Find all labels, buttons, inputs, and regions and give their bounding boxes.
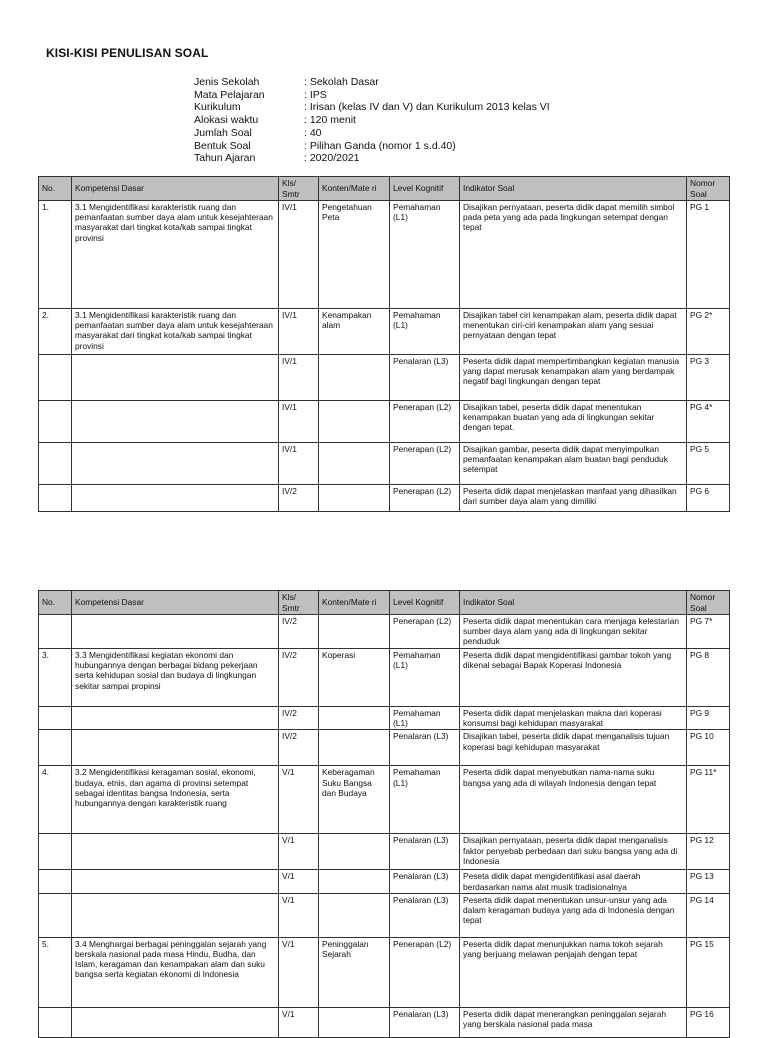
cell-kelas-semester: V/1 bbox=[279, 834, 319, 870]
cell-kompetensi-dasar: 3.4 Menghargai berbagai peninggalan sejarah yang berskala nasional pada masa Hindu, Budha, dan Islam, keragaman dan kenampakan alam dan suku bangsa serta kegiatan ekonomi di Indonesia bbox=[72, 937, 279, 1007]
cell-nomor-soal: PG 4* bbox=[687, 401, 730, 443]
table-row bbox=[39, 730, 730, 766]
cell-nomor-soal: PG 12 bbox=[687, 834, 730, 870]
cell-konten bbox=[319, 893, 390, 937]
meta-row bbox=[194, 114, 550, 127]
cell-indikator-soal: Peserta didik dapat menyebutkan nama-nama suku bangsa yang ada di wilayah Indonesia dengan tepat bbox=[460, 766, 687, 834]
cell-nomor-soal: PG 15 bbox=[687, 937, 730, 1007]
meta-row bbox=[194, 89, 550, 102]
cell-kompetensi-dasar: 3.2 Mengidentifikasi keragaman sosial, ekonomi, budaya, etnis, dan agama di provinsi setempat sebagai identitas bangsa Indonesia, serta hubungannya dengan karakteristik ruang bbox=[72, 766, 279, 834]
cell-nomor-soal: PG 13 bbox=[687, 870, 730, 893]
meta-key: Mata Pelajaran bbox=[194, 88, 265, 101]
cell-indikator-soal: Peserta didik dapat menjelaskan manfaat yang dihasilkan dari sumber daya alam yang dimiliki bbox=[460, 485, 687, 512]
table-row bbox=[39, 707, 730, 730]
cell-kompetensi-dasar: 3.3 Mengidentifikasi kegiatan ekonomi dan hubungannya dengan berbagai bidang pekerjaan serta kehidupan sosial dan budaya di lingkungan sekitar sampai propinsi bbox=[72, 649, 279, 707]
cell-konten bbox=[319, 615, 390, 649]
table-row bbox=[39, 834, 730, 870]
header-level: Level Kognitif bbox=[390, 591, 460, 615]
meta-key: Alokasi waktu bbox=[194, 114, 259, 127]
header-konten: Konten/Mate ri bbox=[319, 591, 390, 615]
cell-konten: Keberagaman Suku Bangsa dan Budaya bbox=[319, 766, 390, 834]
cell-konten bbox=[319, 730, 390, 766]
cell-indikator-soal: Disajikan pernyataan, peserta didik dapat menganalisis faktor penyebab perbedaan dari suku bangsa yang ada di Indonesia bbox=[460, 834, 687, 870]
cell-level-kognitif: Penerapan (L2) bbox=[390, 443, 460, 485]
header-nomor: Nomor Soal bbox=[687, 591, 730, 615]
table-row bbox=[39, 649, 730, 707]
meta-value: : IPS bbox=[304, 88, 327, 101]
meta-key: Jumlah Soal bbox=[194, 126, 252, 139]
cell-no: 3. bbox=[39, 649, 72, 707]
cell-nomor-soal: PG 10 bbox=[687, 730, 730, 766]
cell-no bbox=[39, 401, 72, 443]
header-kelas: Kls/ Smtr bbox=[279, 591, 319, 615]
meta-row bbox=[194, 140, 550, 153]
cell-kelas-semester: IV/2 bbox=[279, 707, 319, 730]
cell-konten: Peninggalan Sejarah bbox=[319, 937, 390, 1007]
cell-level-kognitif: Penalaran (L3) bbox=[390, 870, 460, 893]
cell-kelas-semester: V/1 bbox=[279, 1007, 319, 1037]
cell-no bbox=[39, 730, 72, 766]
table-row bbox=[39, 937, 730, 1007]
meta-row bbox=[194, 127, 550, 140]
cell-kelas-semester: IV/2 bbox=[279, 485, 319, 512]
cell-konten bbox=[319, 443, 390, 485]
cell-no bbox=[39, 707, 72, 730]
cell-nomor-soal: PG 2* bbox=[687, 309, 730, 355]
cell-nomor-soal: PG 16 bbox=[687, 1007, 730, 1037]
table-header-row bbox=[39, 177, 730, 201]
cell-konten bbox=[319, 401, 390, 443]
table-header-row bbox=[39, 591, 730, 615]
cell-no: 5. bbox=[39, 937, 72, 1007]
cell-konten bbox=[319, 707, 390, 730]
cell-no bbox=[39, 615, 72, 649]
cell-indikator-soal: Disajikan gambar, peserta didik dapat menyimpulkan pemanfaatan kenampakan alam buatan bagi penduduk setempat bbox=[460, 443, 687, 485]
cell-kompetensi-dasar: 3.1 Mengidentifikasi karakteristik ruang dan pemanfaatan sumber daya alam untuk kesejahteraan masyarakat dari tingkat kota/kab sampai tingkat provinsi bbox=[72, 309, 279, 355]
table-row bbox=[39, 893, 730, 937]
cell-nomor-soal: PG 9 bbox=[687, 707, 730, 730]
cell-no bbox=[39, 485, 72, 512]
cell-level-kognitif: Pemahaman (L1) bbox=[390, 707, 460, 730]
cell-indikator-soal: Peserta didik dapat mengidentifikasi gambar tokoh yang dikenal sebagai Bapak Koperasi Indonesia bbox=[460, 649, 687, 707]
cell-level-kognitif: Penalaran (L3) bbox=[390, 893, 460, 937]
cell-konten: Koperasi bbox=[319, 649, 390, 707]
cell-kelas-semester: IV/2 bbox=[279, 730, 319, 766]
cell-kompetensi-dasar bbox=[72, 707, 279, 730]
table-row bbox=[39, 355, 730, 401]
cell-kompetensi-dasar bbox=[72, 355, 279, 401]
cell-no bbox=[39, 834, 72, 870]
cell-nomor-soal: PG 8 bbox=[687, 649, 730, 707]
cell-nomor-soal: PG 5 bbox=[687, 443, 730, 485]
cell-no: 4. bbox=[39, 766, 72, 834]
cell-kelas-semester: IV/1 bbox=[279, 309, 319, 355]
cell-indikator-soal: Disajikan pernyataan, peserta didik dapat memilih simbol pada peta yang ada pada lingkungan setempat dengan tepat bbox=[460, 201, 687, 309]
cell-konten bbox=[319, 485, 390, 512]
cell-level-kognitif: Penalaran (L3) bbox=[390, 730, 460, 766]
cell-kelas-semester: IV/2 bbox=[279, 649, 319, 707]
cell-no bbox=[39, 443, 72, 485]
document-title: KISI-KISI PENULISAN SOAL bbox=[46, 46, 209, 60]
meta-key: Kurikulum bbox=[194, 101, 241, 114]
cell-kompetensi-dasar: 3.1 Mengidentifikasi karakteristik ruang dan pemanfaatan sumber daya alam untuk kesejahteraan masyarakat dari tingkat kota/kab sampai tingkat provinsi bbox=[72, 201, 279, 309]
cell-level-kognitif: Pemahaman (L1) bbox=[390, 766, 460, 834]
cell-level-kognitif: Penalaran (L3) bbox=[390, 355, 460, 401]
table-row bbox=[39, 485, 730, 512]
cell-kompetensi-dasar bbox=[72, 730, 279, 766]
cell-level-kognitif: Pemahaman (L1) bbox=[390, 649, 460, 707]
meta-value: : 120 menit bbox=[304, 114, 356, 127]
kisi-table-1 bbox=[38, 176, 730, 512]
cell-indikator-soal: Peserta didik dapat menjelaskan makna dari koperasi konsumsi bagi kehidupan masyarakat bbox=[460, 707, 687, 730]
cell-no bbox=[39, 893, 72, 937]
header-kelas: Kls/ Smtr bbox=[279, 177, 319, 201]
cell-kelas-semester: IV/1 bbox=[279, 201, 319, 309]
header-nomor: Nomor Soal bbox=[687, 177, 730, 201]
table-row bbox=[39, 1007, 730, 1037]
cell-no bbox=[39, 1007, 72, 1037]
meta-key: Tahun Ajaran bbox=[194, 152, 256, 165]
meta-key: Bentuk Soal bbox=[194, 139, 251, 152]
meta-value: : Irisan (kelas IV dan V) dan Kurikulum 2013 kelas VI bbox=[304, 101, 550, 114]
cell-nomor-soal: PG 7* bbox=[687, 615, 730, 649]
cell-level-kognitif: Penerapan (L2) bbox=[390, 485, 460, 512]
header-indikator: Indikator Soal bbox=[460, 591, 687, 615]
cell-indikator-soal: Disajikan tabel ciri kenampakan alam, peserta didik dapat menentukan ciri-ciri kenampakan alam yang sesuai pernyataan dengan tepat bbox=[460, 309, 687, 355]
table-row bbox=[39, 615, 730, 649]
document-meta bbox=[194, 76, 550, 165]
cell-konten bbox=[319, 870, 390, 893]
cell-level-kognitif: Penalaran (L3) bbox=[390, 834, 460, 870]
table-row bbox=[39, 201, 730, 309]
table-row bbox=[39, 870, 730, 893]
cell-kompetensi-dasar bbox=[72, 834, 279, 870]
cell-indikator-soal: Disajikan tabel, peserta didik dapat menentukan kenampakan buatan yang ada di lingkungan sekitar dengan tepat. bbox=[460, 401, 687, 443]
cell-nomor-soal: PG 1 bbox=[687, 201, 730, 309]
cell-nomor-soal: PG 6 bbox=[687, 485, 730, 512]
cell-nomor-soal: PG 14 bbox=[687, 893, 730, 937]
cell-kompetensi-dasar bbox=[72, 443, 279, 485]
cell-konten: Pengetahuan Peta bbox=[319, 201, 390, 309]
cell-kelas-semester: IV/2 bbox=[279, 615, 319, 649]
cell-kompetensi-dasar bbox=[72, 893, 279, 937]
cell-no: 2. bbox=[39, 309, 72, 355]
header-level: Level Kognitif bbox=[390, 177, 460, 201]
cell-indikator-soal: Peserta didik dapat menerangkan peninggalan sejarah yang berskala nasional pada masa bbox=[460, 1007, 687, 1037]
header-kompetensi: Kompetensi Dasar bbox=[72, 591, 279, 615]
meta-value: : 40 bbox=[304, 126, 322, 139]
cell-no bbox=[39, 870, 72, 893]
meta-value: : 2020/2021 bbox=[304, 152, 360, 165]
cell-level-kognitif: Pemahaman (L1) bbox=[390, 309, 460, 355]
meta-value: : Sekolah Dasar bbox=[304, 76, 379, 88]
cell-no bbox=[39, 355, 72, 401]
cell-kompetensi-dasar bbox=[72, 485, 279, 512]
cell-kompetensi-dasar bbox=[72, 401, 279, 443]
cell-kelas-semester: V/1 bbox=[279, 870, 319, 893]
cell-kompetensi-dasar bbox=[72, 870, 279, 893]
cell-kelas-semester: V/1 bbox=[279, 937, 319, 1007]
kisi-table-2 bbox=[38, 590, 730, 1038]
cell-kelas-semester: V/1 bbox=[279, 893, 319, 937]
cell-level-kognitif: Penalaran (L3) bbox=[390, 1007, 460, 1037]
cell-level-kognitif: Pemahaman (L1) bbox=[390, 201, 460, 309]
cell-indikator-soal: Peseta didik dapat mengidentifikasi asal daerah berdasarkan nama alat musik tradisionalnya bbox=[460, 870, 687, 893]
cell-kompetensi-dasar bbox=[72, 615, 279, 649]
cell-no: 1. bbox=[39, 201, 72, 309]
cell-kelas-semester: IV/1 bbox=[279, 443, 319, 485]
cell-konten bbox=[319, 1007, 390, 1037]
cell-indikator-soal: Peserta didik dapat menentukan cara menjaga kelestarian sumber daya alam yang ada di lingkungan sekitar penduduk bbox=[460, 615, 687, 649]
cell-level-kognitif: Penerapan (L2) bbox=[390, 401, 460, 443]
meta-row bbox=[194, 101, 550, 114]
meta-row bbox=[194, 76, 550, 89]
cell-indikator-soal: Peserta didik dapat mempertimbangkan kegiatan manusia yang dapat merusak kenampakan alam yang berdampak negatif bagi lingkungan dengan tepat bbox=[460, 355, 687, 401]
cell-konten bbox=[319, 355, 390, 401]
header-konten: Konten/Mate ri bbox=[319, 177, 390, 201]
table-row bbox=[39, 443, 730, 485]
table-row bbox=[39, 309, 730, 355]
table-row bbox=[39, 401, 730, 443]
cell-kompetensi-dasar bbox=[72, 1007, 279, 1037]
cell-indikator-soal: Peserta didik dapat menunjukkan nama tokoh sejarah yang berjuang melawan penjajah dengan tepat bbox=[460, 937, 687, 1007]
cell-konten bbox=[319, 834, 390, 870]
header-kompetensi: Kompetensi Dasar bbox=[72, 177, 279, 201]
meta-value: : Pilihan Ganda (nomor 1 s.d.40) bbox=[304, 139, 456, 152]
cell-nomor-soal: PG 11* bbox=[687, 766, 730, 834]
header-no: No. bbox=[39, 177, 72, 201]
cell-level-kognitif: Penerapan (L2) bbox=[390, 937, 460, 1007]
meta-row bbox=[194, 152, 550, 165]
cell-indikator-soal: Disajikan tabel, peserta didik dapat menganalisis tujuan koperasi bagi kehidupan masyarakat bbox=[460, 730, 687, 766]
cell-nomor-soal: PG 3 bbox=[687, 355, 730, 401]
cell-indikator-soal: Peserta didik dapat menentukan unsur-unsur yang ada dalam keragaman budaya yang ada di Indonesia dengan tepat bbox=[460, 893, 687, 937]
cell-kelas-semester: V/1 bbox=[279, 766, 319, 834]
cell-kelas-semester: IV/1 bbox=[279, 401, 319, 443]
cell-level-kognitif: Penerapan (L2) bbox=[390, 615, 460, 649]
table-row bbox=[39, 766, 730, 834]
cell-kelas-semester: IV/1 bbox=[279, 355, 319, 401]
meta-key: Jenis Sekolah bbox=[194, 76, 260, 88]
header-indikator: Indikator Soal bbox=[460, 177, 687, 201]
header-no: No. bbox=[39, 591, 72, 615]
cell-konten: Kenampakan alam bbox=[319, 309, 390, 355]
